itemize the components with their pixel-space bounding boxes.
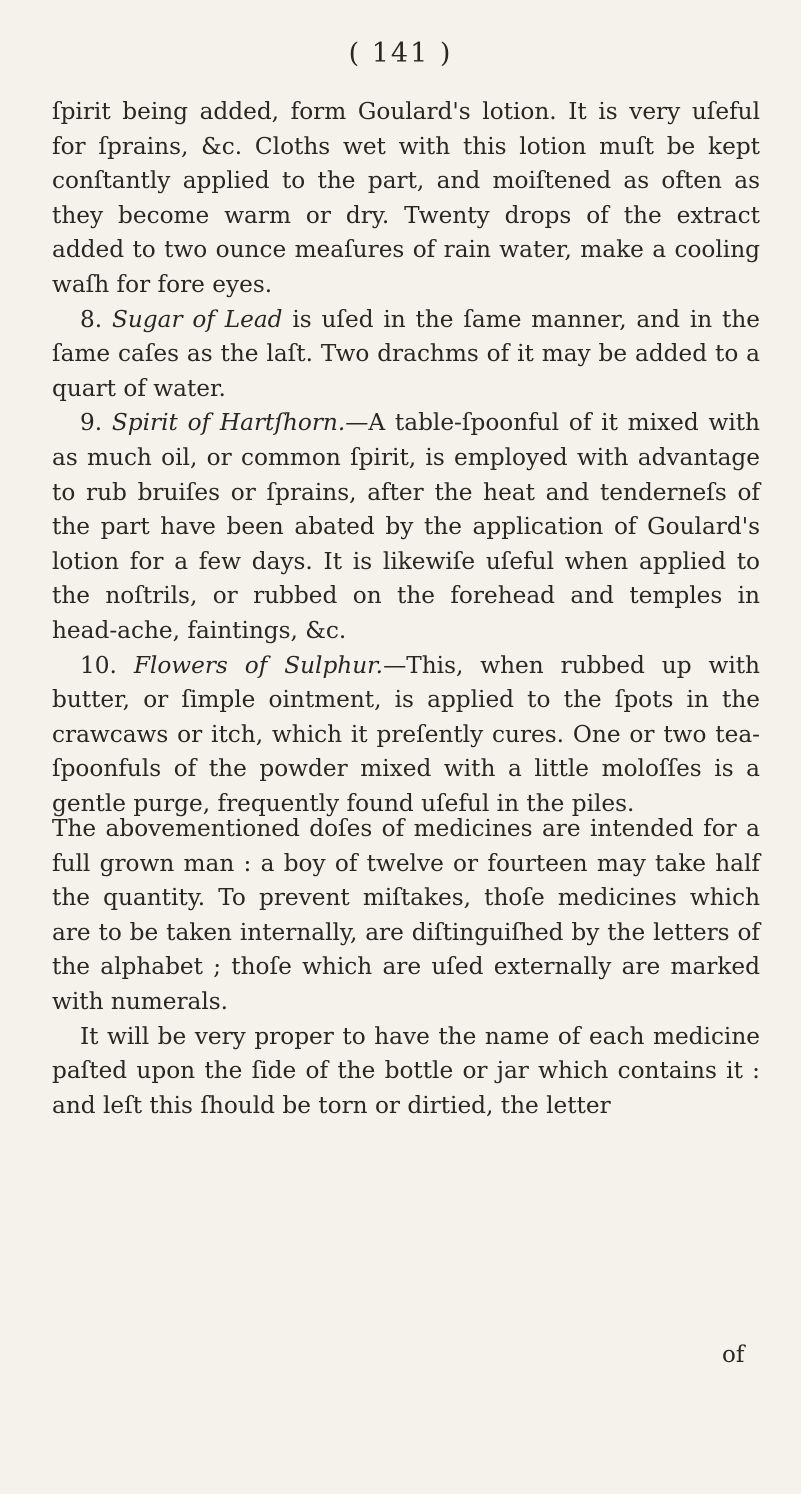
page-number: ( 141 ) [348, 38, 453, 69]
paragraph-text: It will be very proper to have the name of each medicine paſted upon the ſide of the bottle or jar which contains it : and leſt this ſhould be torn or dirtied, the letter [52, 1022, 760, 1119]
paragraph-labels [52, 1020, 760, 1124]
paragraph-text: is uſed in the ſame manner, and in the ſame caſes as the laſt. Two drachms of it may be added to a quart of water. [52, 305, 760, 402]
paragraph-spirit-of-hartshorn [52, 406, 760, 648]
paragraph-number: 9. [80, 409, 103, 437]
paragraph-flowers-of-sulphur [52, 649, 760, 822]
paragraph-sugar-of-lead [52, 303, 760, 407]
paragraph-doses [52, 812, 760, 1020]
catchword: of [722, 1342, 745, 1368]
paragraph-heading: Spirit of Hartſhorn. [111, 409, 346, 437]
paragraph-text: The abovementioned doſes of medicines are intended for a full grown man : a boy of twelve or fourteen may take half the quantity. To prevent miſtakes, thoſe medicines which are to be taken internally, are diſtinguiſhed by the letters of the alphabet ; thoſe which are uſed externally are marked with numerals. [52, 815, 760, 1015]
paragraph-heading: Flowers of Sulphur. [133, 651, 384, 679]
paragraph-continuation [52, 95, 760, 303]
text-block-lower [52, 812, 760, 1123]
paragraph-number: 8. [80, 305, 103, 333]
paragraph-text: —A table-ſpoonful of it mixed with as much oil, or common ſpirit, is employed with advantage to rub bruiſes or ſprains, after the heat and tenderneſs of the part have been abated by the application of Goulard's lotion for a few days. It is likewiſe uſeful when applied to the noſtrils, or rubbed on the forehead and temples in head-ache, faintings, &c. [52, 409, 760, 644]
paragraph-heading: Sugar of Lead [111, 305, 283, 333]
paragraph-number: 10. [80, 651, 117, 679]
paragraph-text: —This, when rubbed up with butter, or ſimple ointment, is applied to the ſpots in the crawcaws or itch, which it preſently cures. One or two tea-ſpoonfuls of the powder mixed with a little moloſſes is a gentle purge, frequently found uſeful in the piles. [52, 651, 760, 817]
text-block-upper [52, 95, 760, 821]
paragraph-text: ſpirit being added, form Goulard's lotion. It is very uſeful for ſprains, &c. Cloths wet with this lotion muſt be kept conſtantly applied to the part, and moiſtened as often as they become warm or dry. Twenty drops of the extract added to two ounce meaſures of rain water, make a cooling waſh for fore eyes. [52, 98, 760, 298]
